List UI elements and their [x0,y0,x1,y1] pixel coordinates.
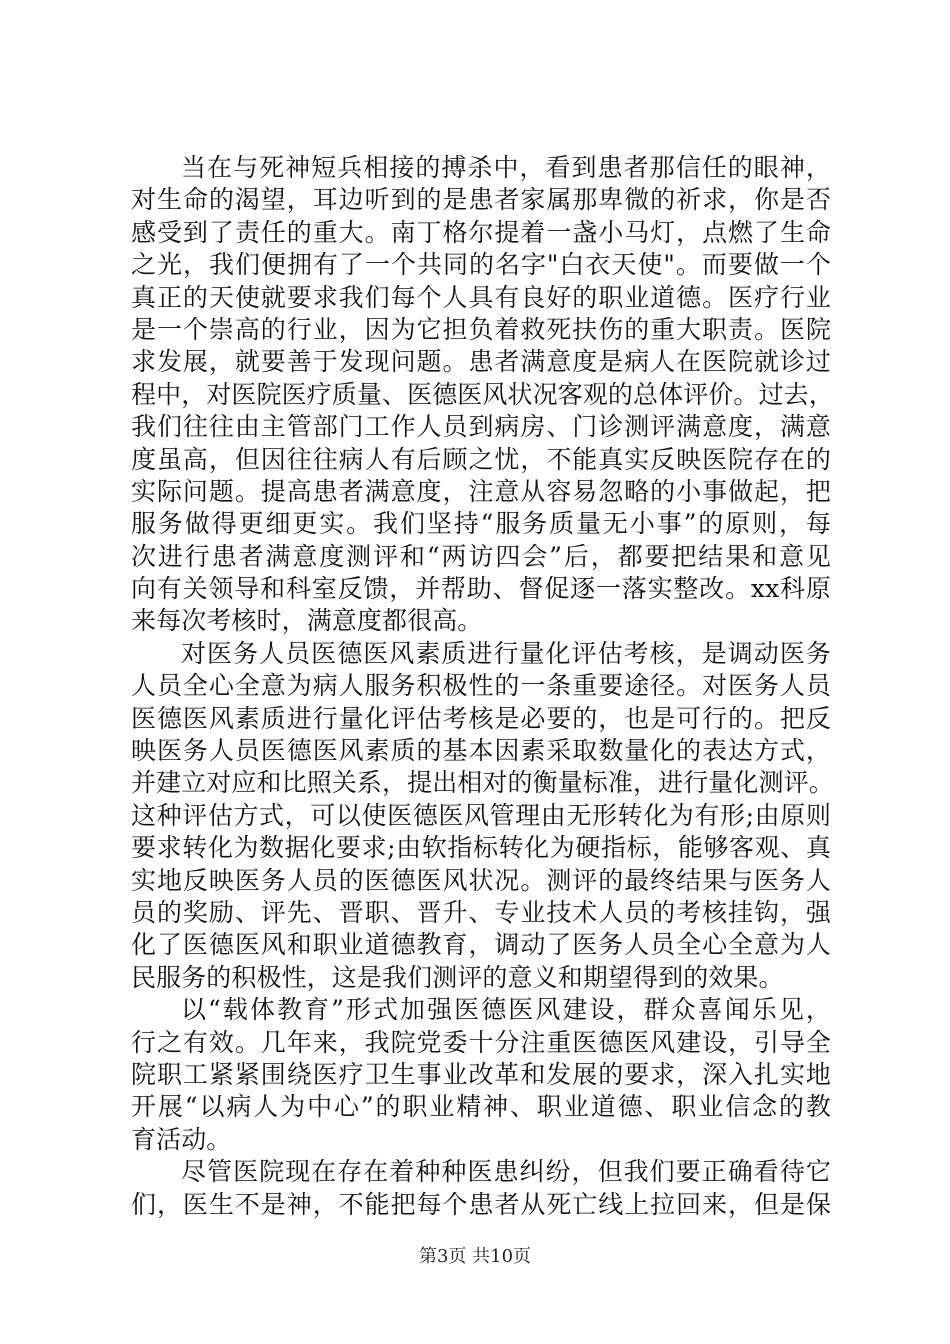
text-line: 人员全心全意为病人服务积极性的一条重要途径。对医务人员 [131,671,831,701]
text-line: 化了医德医风和职业道德教育，调动了医务人员全心全意为人 [131,930,831,960]
text-line: 员的奖励、评先、晋职、晋升、专业技术人员的考核挂钩，强 [131,897,831,927]
text-line: 当在与死神短兵相接的搏杀中，看到患者那信任的眼神， [181,153,831,182]
text-line: 开展“以病人为中心”的职业精神、职业道德、职业信念的教 [131,1092,831,1122]
text-line: 程中，对医院医疗质量、医德医风状况客观的总体评价。过去， [131,379,834,409]
text-line: 映医务人员医德医风素质的基本因素采取数量化的表达方式， [131,736,831,766]
text-line: 我们往往由主管部门工作人员到病房、门诊测评满意度，满意 [131,412,831,442]
page-footer: 第3页 共10页 [418,1246,532,1267]
text-line: 这种评估方式，可以使医德医风管理由无形转化为有形;由原则 [131,800,831,830]
text-line: 服务做得更细更实。我们坚持“服务质量无小事”的原则，每 [131,509,831,539]
text-line: 次进行患者满意度测评和“两访四会”后，都要把结果和意见 [131,541,831,571]
text-line: 育活动。 [131,1124,232,1154]
text-line: 求发展，就要善于发现问题。患者满意度是病人在医院就诊过 [131,347,831,377]
text-line: 向有关领导和科室反馈，并帮助、督促逐一落实整改。xx科原 [131,574,831,604]
text-line: 们，医生不是神，不能把每个患者从死亡线上拉回来，但是保 [131,1189,831,1219]
text-line: 对医务人员医德医风素质进行量化评估考核，是调动医务 [181,638,831,668]
text-line: 并建立对应和比照关系，提出相对的衡量标准，进行量化测评。 [131,768,834,798]
text-line: 行之有效。几年来，我院党委十分注重医德医风建设，引导全 [131,1027,831,1057]
text-line: 实际问题。提高患者满意度，注意从容易忽略的小事做起，把 [131,476,831,506]
text-line: 院职工紧紧围绕医疗卫生事业改革和发展的要求，深入扎实地 [131,1059,831,1089]
text-line: 之光，我们便拥有了一个共同的名字"白衣天使"。而要做一个 [131,250,831,280]
text-line: 民服务的积极性，这是我们测评的意义和期望得到的效果。 [131,962,784,992]
text-line: 医德医风素质进行量化评估考核是必要的，也是可行的。把反 [131,703,831,733]
text-line: 度虽高，但因往往病人有后顾之忧，不能真实反映医院存在的 [131,444,831,474]
text-line: 以“载体教育”形式加强医德医风建设，群众喜闻乐见， [181,995,831,1025]
text-line: 对生命的渴望，耳边听到的是患者家属那卑微的祈求，你是否 [131,185,831,215]
text-line: 要求转化为数据化要求;由软指标转化为硬指标，能够客观、真 [131,833,831,863]
text-line: 来每次考核时，满意度都很高。 [131,606,483,636]
text-line: 真正的天使就要求我们每个人具有良好的职业道德。医疗行业 [131,282,831,312]
body-text [131,152,834,1221]
text-line: 是一个崇高的行业，因为它担负着救死扶伤的重大职责。医院 [131,314,831,344]
text-line: 实地反映医务人员的医德医风状况。测评的最终结果与医务人 [131,865,831,895]
text-line: 感受到了责任的重大。南丁格尔提着一盏小马灯，点燃了生命 [131,217,831,247]
text-line: 尽管医院现在存在着种种医患纠纷，但我们要正确看待它 [181,1157,831,1187]
